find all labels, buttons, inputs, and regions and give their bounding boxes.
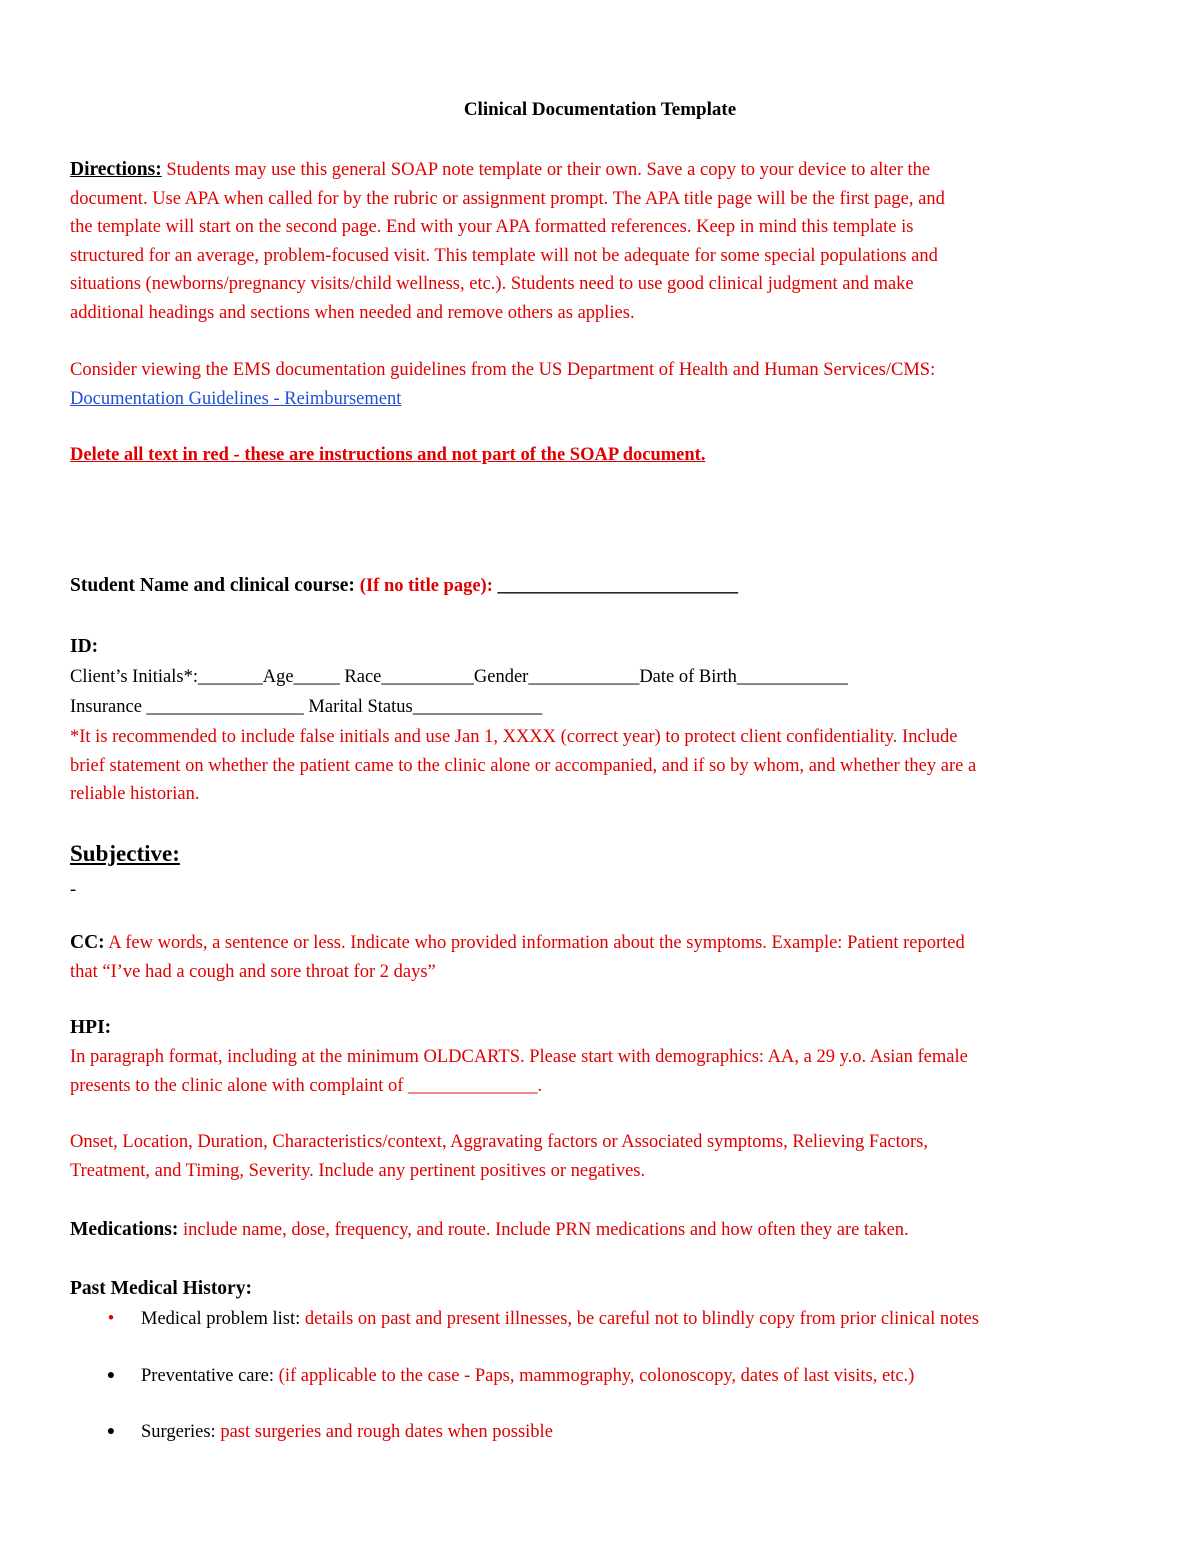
student-name-blank: __________________________ bbox=[492, 576, 738, 596]
cc-paragraph bbox=[70, 929, 1140, 986]
pmh-item-surgeries bbox=[70, 1418, 1140, 1446]
student-name-label: Student Name and clinical course: bbox=[70, 575, 360, 596]
subjective-heading: Subjective: bbox=[70, 841, 180, 866]
directions-line-4: structured for an average, problem-focused visit. This template will not be adequate for some special populations and bbox=[70, 245, 938, 266]
subjective-dash: - bbox=[70, 880, 77, 900]
hpi-paragraph bbox=[70, 1043, 1140, 1100]
directions-line-3: the template will start on the second page. End with your APA formatted references. Keep in mind this template is bbox=[70, 217, 914, 237]
directions-line-1: Students may use this general SOAP note template or their own. Save a copy to your device to alter the bbox=[161, 160, 931, 180]
hpi-heading-block bbox=[70, 1014, 1140, 1043]
hpi-label: HPI: bbox=[70, 1017, 112, 1038]
cc-label: CC: bbox=[70, 932, 105, 953]
pmh-item-medical-problems bbox=[70, 1305, 1140, 1333]
subjective-dash-block bbox=[70, 876, 1140, 905]
medications-paragraph bbox=[70, 1216, 1140, 1245]
pmh-item-label: Medical problem list: bbox=[141, 1309, 305, 1329]
pmh-heading: Past Medical History: bbox=[70, 1278, 252, 1299]
consider-paragraph bbox=[70, 356, 1140, 413]
id-note-paragraph bbox=[70, 723, 1140, 809]
subjective-heading-block bbox=[70, 838, 1140, 872]
insurance-line: Insurance _________________ Marital Status______________ bbox=[70, 697, 543, 717]
cc-line-2: that “I’ve had a cough and sore throat for 2 days” bbox=[70, 961, 436, 982]
pmh-heading-block bbox=[70, 1275, 1140, 1304]
document-title: Clinical Documentation Template bbox=[463, 99, 737, 120]
id-note-line-1: *It is recommended to include false initials and use Jan 1, XXXX (correct year) to protect client confidentiality. Include bbox=[70, 727, 958, 747]
pmh-item-preventative-care bbox=[70, 1362, 1140, 1390]
oldcarts-line-2: Treatment, and Timing, Severity. Include any pertinent positives or negatives. bbox=[70, 1160, 646, 1181]
consider-text: Consider viewing the EMS documentation guidelines from the US Department of Health and Human Services/CMS: bbox=[70, 360, 936, 380]
pmh-item-label: Surgeries: bbox=[141, 1422, 221, 1442]
directions-paragraph bbox=[70, 156, 1140, 327]
id-note-line-2: brief statement on whether the patient came to the clinic alone or accompanied, and if so by whom, and whether they are a bbox=[70, 755, 977, 776]
bullet-icon: ● bbox=[106, 1368, 116, 1383]
id-note-line-3: reliable historian. bbox=[70, 784, 200, 804]
student-name-line bbox=[70, 572, 1140, 601]
bullet-icon: ● bbox=[106, 1424, 116, 1439]
client-info-line: Client’s Initials*:_______Age_____ Race__________Gender____________Date of Birth____________ bbox=[70, 667, 848, 687]
directions-line-5: situations (newborns/pregnancy visits/child wellness, etc.). Students need to use good clinical judgment and make bbox=[70, 274, 914, 294]
oldcarts-line-1: Onset, Location, Duration, Characteristics/context, Aggravating factors or Associated symptoms, Relieving Factors, bbox=[70, 1132, 929, 1152]
oldcarts-paragraph bbox=[70, 1128, 1140, 1185]
pmh-item-text: (if applicable to the case - Paps, mammography, colonoscopy, dates of last visits, etc.) bbox=[278, 1366, 915, 1386]
pmh-item-label: Preventative care: bbox=[141, 1366, 279, 1386]
directions-line-6: additional headings and sections when needed and remove others as applies. bbox=[70, 302, 635, 323]
directions-label: Directions: bbox=[70, 159, 162, 180]
id-heading: ID: bbox=[70, 636, 99, 657]
id-section bbox=[70, 632, 1140, 722]
hpi-line-1: In paragraph format, including at the minimum OLDCARTS. Please start with demographics: AA, a 29 y.o. Asian female bbox=[70, 1047, 968, 1067]
medications-label: Medications: bbox=[70, 1219, 179, 1240]
cc-line-1: A few words, a sentence or less. Indicate who provided information about the symptoms. Example: Patient reported bbox=[104, 933, 965, 953]
directions-line-2: document. Use APA when called for by the rubric or assignment prompt. The APA title page will be the first page, and bbox=[70, 188, 945, 209]
delete-notice: Delete all text in red - these are instructions and not part of the SOAP document. bbox=[70, 445, 706, 465]
pmh-item-text: past surgeries and rough dates when possible bbox=[220, 1422, 553, 1442]
bullet-icon: • bbox=[107, 1309, 115, 1329]
delete-notice-paragraph bbox=[70, 441, 1140, 470]
documentation-guidelines-link[interactable]: Documentation Guidelines - Reimbursement bbox=[70, 388, 402, 409]
pmh-item-text: details on past and present illnesses, be careful not to blindly copy from prior clinical notes bbox=[304, 1309, 979, 1329]
medications-text: include name, dose, frequency, and route. Include PRN medications and how often they are taken. bbox=[178, 1220, 909, 1240]
hpi-line-2: presents to the clinic alone with complaint of ______________. bbox=[70, 1075, 543, 1096]
student-name-note: (If no title page): bbox=[359, 576, 493, 596]
